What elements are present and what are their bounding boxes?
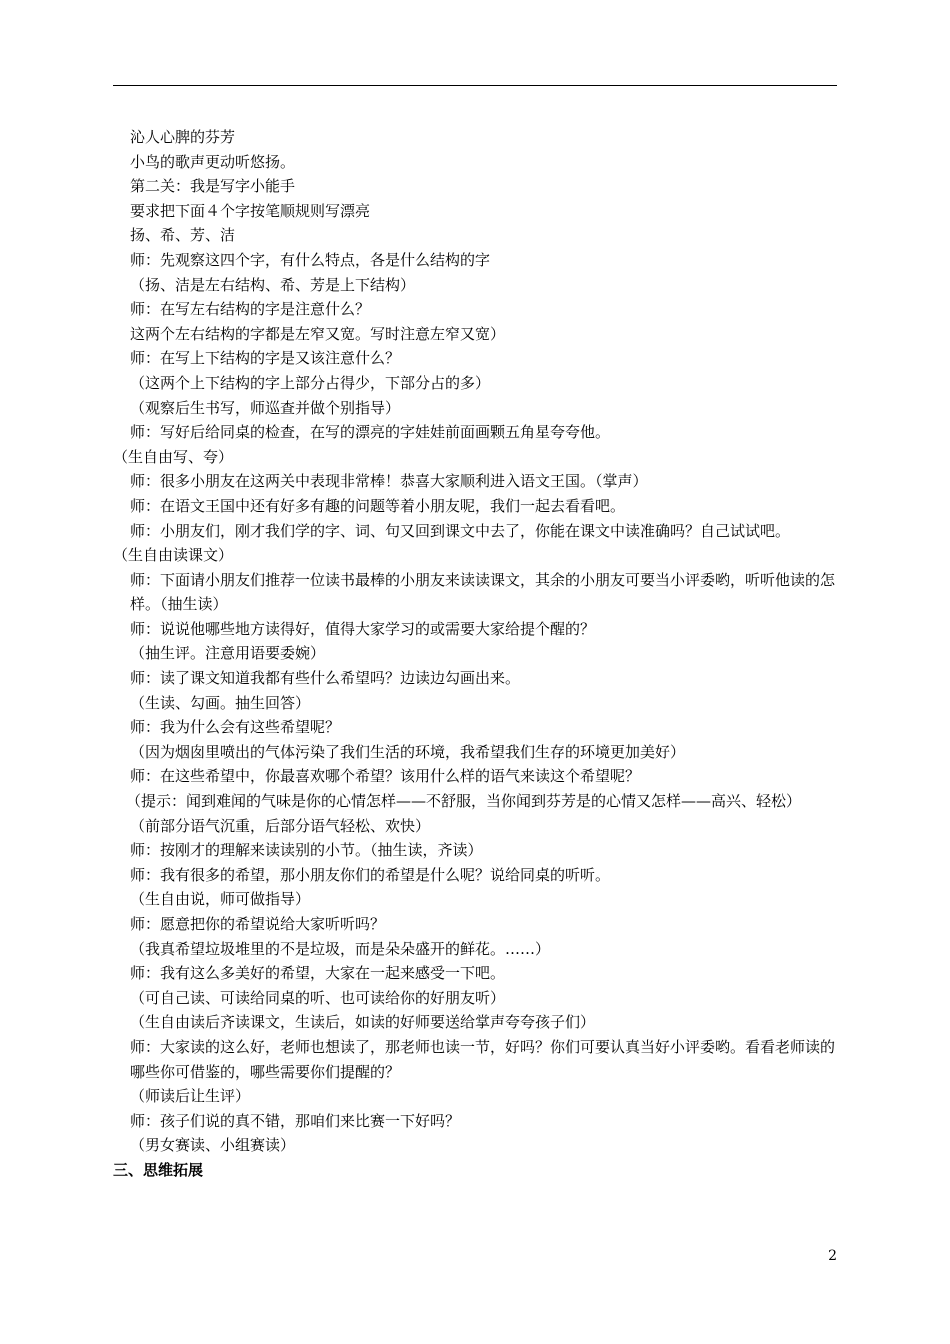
paragraph-line: （因为烟囱里喷出的气体污染了我们生活的环境，我希望我们生存的环境更加美好） — [130, 742, 686, 761]
paragraph-line: 师：在写上下结构的字是又该注意什么？ — [130, 349, 401, 368]
paragraph-line: （男女赛读、小组赛读） — [130, 1136, 296, 1155]
header-rule — [113, 85, 837, 86]
paragraph-line: 师：孩子们说的真不错，那咱们来比赛一下好吗？ — [130, 1111, 461, 1130]
paragraph-line: 师：下面请小朋友们推荐一位读书最棒的小朋友来读读课文，其余的小朋友可要当小评委哟，听听他读的怎样。（抽生读） — [130, 570, 836, 614]
paragraph-line: （生自由读课文） — [113, 546, 234, 565]
paragraph-line: 要求把下面４个字按笔顺规则写漂亮 — [130, 201, 371, 220]
paragraph-line: （扬、洁是左右结构、希、芳是上下结构） — [130, 275, 416, 294]
paragraph-line: 师：很多小朋友在这两关中表现非常棒！恭喜大家顺利进入语文王国。（掌声） — [130, 472, 648, 491]
paragraph-line: 小鸟的歌声更动听悠扬。 — [130, 152, 296, 171]
paragraph-line: 师：我有很多的希望，那小朋友你们的希望是什么呢？说给同桌的听听。 — [130, 865, 611, 884]
paragraph-line: 师：我有这么多美好的希望，大家在一起来感受一下吧。 — [130, 964, 506, 983]
paragraph-line: 师：在语文王国中还有好多有趣的问题等着小朋友呢，我们一起去看看吧。 — [130, 496, 626, 515]
paragraph-line: 师：在这些希望中，你最喜欢哪个希望？该用什么样的语气来读这个希望呢？ — [130, 767, 641, 786]
paragraph-line: （生自由说，师可做指导） — [130, 890, 311, 909]
paragraph-line: 师：大家读的这么好，老师也想读了，那老师也读一节，好吗？你们可要认真当好小评委哟。看看老师读的哪些你可借鉴的，哪些需要你们提醒的？ — [130, 1037, 836, 1081]
paragraph-line: （抽生评。注意用语要委婉） — [130, 644, 326, 663]
paragraph-line: 第二关：我是写字小能手 — [130, 177, 296, 196]
paragraph-line: 师：说说他哪些地方读得好，值得大家学习的或需要大家给提个醒的？ — [130, 619, 596, 638]
paragraph-line: 师：先观察这四个字，有什么特点，各是什么结构的字 — [130, 250, 491, 269]
document-body — [113, 125, 837, 1183]
page-number: 2 — [828, 1248, 837, 1264]
paragraph-line: （师读后让生评） — [130, 1087, 251, 1106]
paragraph-line: （这两个上下结构的字上部分占得少，下部分占的多） — [130, 373, 491, 392]
paragraph-line: 沁人心脾的芬芳 — [130, 128, 236, 146]
paragraph-line: 师：在写左右结构的字是注意什么？ — [130, 300, 371, 319]
paragraph-line: （观察后生书写，师巡查并做个别指导） — [130, 398, 401, 417]
paragraph-line: 师：小朋友们，刚才我们学的字、词、句又回到课文中去了，你能在课文中读准确吗？自己试试吧。 — [130, 521, 791, 540]
paragraph-line: 师：写好后给同桌的检查，在写的漂亮的字娃娃前面画颗五角星夸夸他。 — [130, 423, 611, 442]
paragraph-line: 这两个左右结构的字都是左窄又宽。写时注意左窄又宽） — [130, 324, 506, 343]
paragraph-line: （提示：闻到难闻的气味是你的心情怎样——不舒服，当你闻到芬芳是的心情又怎样——高兴、轻松） — [126, 792, 802, 811]
paragraph-line: 扬、希、芳、洁 — [130, 226, 236, 245]
paragraph-line: （生自由写、夸） — [113, 447, 234, 466]
paragraph-line: （前部分语气沉重，后部分语气轻松、欢快） — [130, 816, 431, 835]
paragraph-line: （可自己读、可读给同桌的听、也可读给你的好朋友听） — [130, 988, 506, 1007]
paragraph-line: 师：读了课文知道我都有些什么希望吗？边读边勾画出来。 — [130, 669, 521, 688]
paragraph-line: （生读、勾画。抽生回答） — [130, 693, 311, 712]
paragraph-line: （我真希望垃圾堆里的不是垃圾，而是朵朵盛开的鲜花。……） — [130, 939, 551, 958]
paragraph-line: 师：我为什么会有这些希望呢？ — [130, 718, 341, 737]
paragraph-line: （生自由读后齐读课文，生读后，如读的好师要送给掌声夸夸孩子们） — [130, 1013, 596, 1032]
section-heading: 三、思维拓展 — [113, 1160, 204, 1179]
paragraph-line: 师：愿意把你的希望说给大家听听吗？ — [130, 915, 386, 933]
paragraph-line: 师：按刚才的理解来读读别的小节。（抽生读，齐读） — [130, 841, 483, 860]
